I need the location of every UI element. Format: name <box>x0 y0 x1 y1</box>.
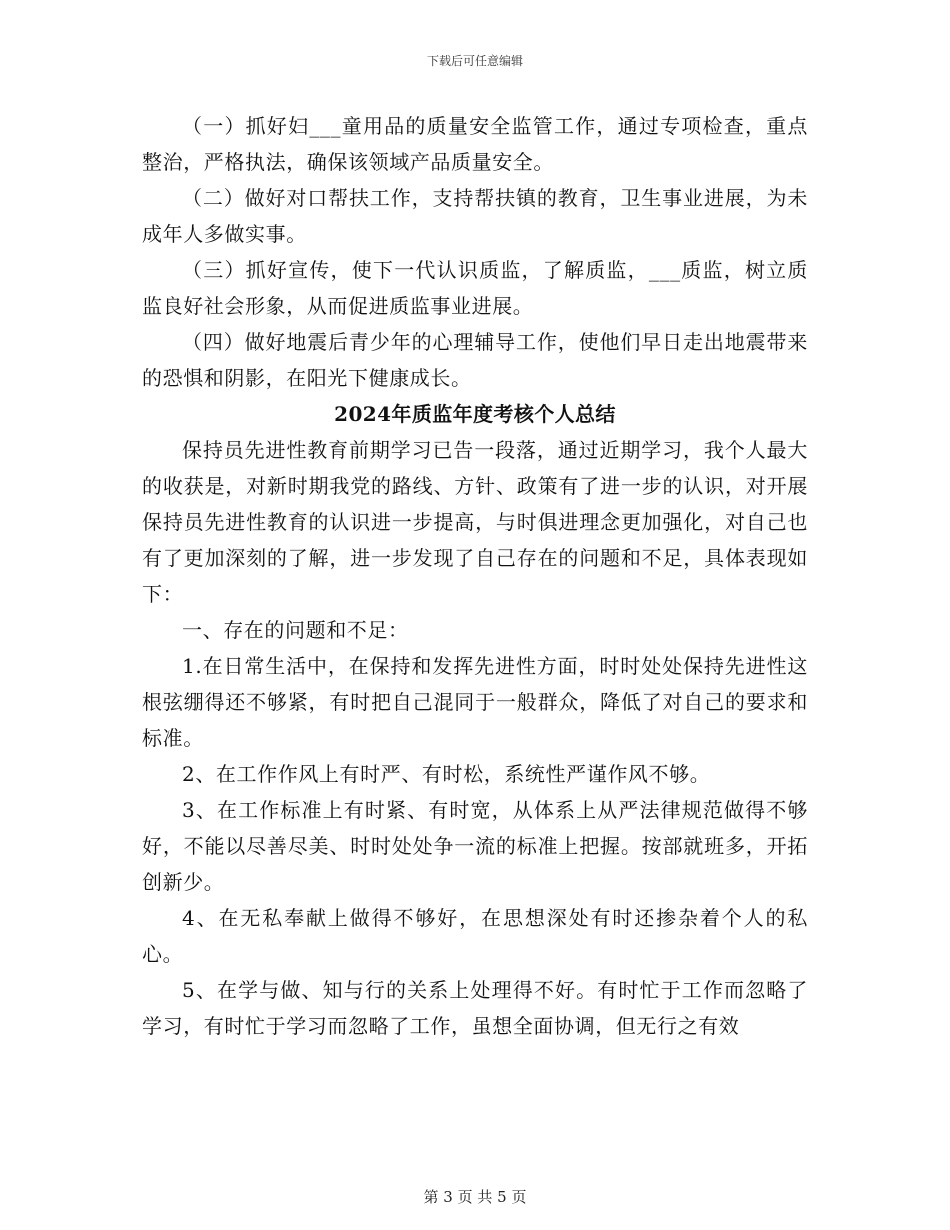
page-footer: 第 3 页 共 5 页 <box>423 1188 527 1206</box>
body-paragraph-4: 4、在无私奉献上做得不够好，在思想深处有时还掺杂着个人的私心。 <box>142 906 808 966</box>
body-paragraph-intro: 保持员先进性教育前期学习已告一段落，通过近期学习，我个人最大的收获是，对新时期我党的路线、方针、政策有了进一步的认识，对开展保持员先进性教育的认识进一步提高，与时俱进理念更加强化，对自己也有了更加深刻的了解，进一步发现了自己存在的问题和不足，具体表现如下： <box>142 438 808 606</box>
list-item-2: （二）做好对口帮扶工作，支持帮扶镇的教育，卫生事业进展，为未成年人多做实事。 <box>142 186 808 246</box>
body-paragraph-2: 2、在工作作风上有时严、有时松，系统性严谨作风不够。 <box>182 762 711 786</box>
list-item-1: （一）抓好妇___童用品的质量安全监管工作，通过专项检查，重点整治，严格执法，确保该领域产品质量安全。 <box>142 114 808 174</box>
body-paragraph-1: 1.在日常生活中，在保持和发挥先进性方面，时时处处保持先进性这根弦绷得还不够紧，有时把自己混同于一般群众，降低了对自己的要求和标准。 <box>142 654 808 750</box>
document-body <box>142 108 808 1044</box>
body-paragraph-3: 3、在工作标准上有时紧、有时宽，从体系上从严法律规范做得不够好，不能以尽善尽美、时时处处争一流的标准上把握。按部就班多，开拓创新少。 <box>142 798 808 894</box>
body-heading-problems: 一、存在的问题和不足： <box>182 618 409 642</box>
body-paragraph-5: 5、在学与做、知与行的关系上处理得不好。有时忙于工作而忽略了学习，有时忙于学习而忽略了工作，虽想全面协调，但无行之有效 <box>142 978 808 1038</box>
page-header: 下载后可任意编辑 <box>426 54 523 68</box>
list-item-3: （三）抓好宣传，使下一代认识质监，了解质监，___质监，树立质监良好社会形象，从而促进质监事业进展。 <box>142 258 808 318</box>
section-title: 2024年质监年度考核个人总结 <box>334 402 616 426</box>
list-item-4: （四）做好地震后青少年的心理辅导工作，使他们早日走出地震带来的恐惧和阴影，在阳光下健康成长。 <box>142 330 808 390</box>
